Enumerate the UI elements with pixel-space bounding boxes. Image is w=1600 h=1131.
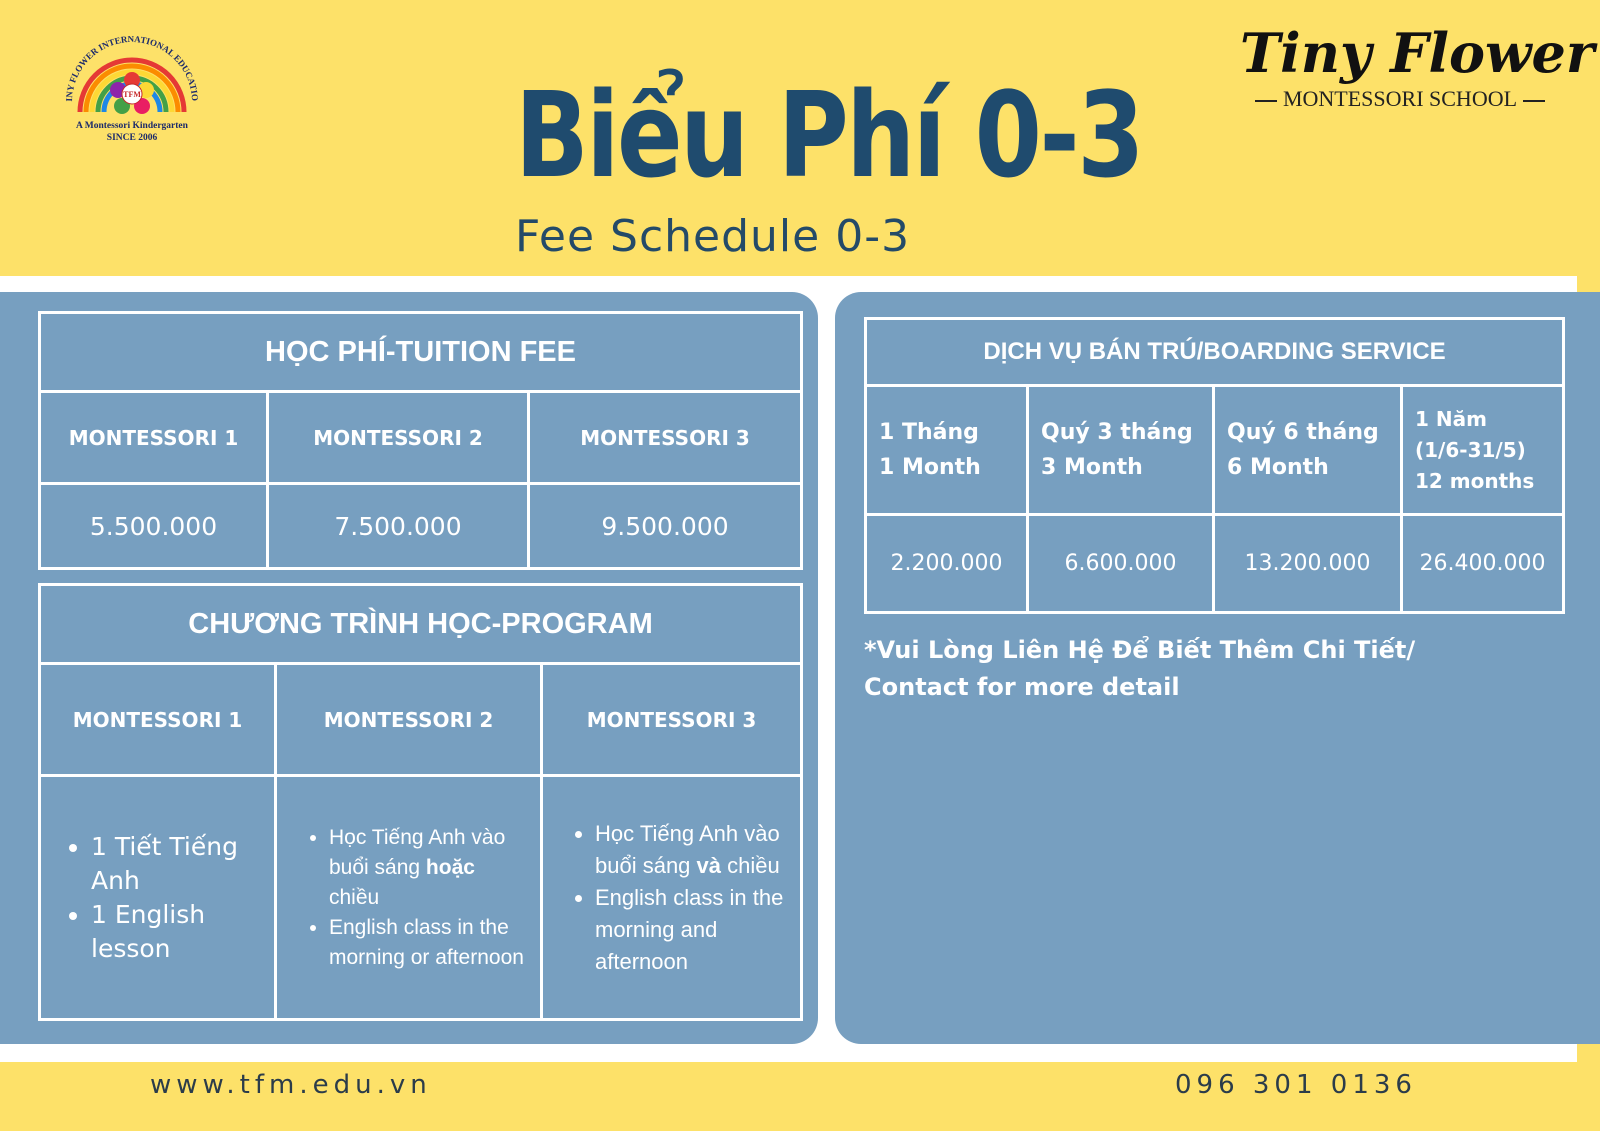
program-cell-m2 (276, 776, 542, 1020)
logo-line2: SINCE 2006 (106, 133, 158, 143)
brand-sub (1240, 86, 1560, 112)
boarding-col-3-month: Quý 3 tháng 3 Month (1028, 386, 1214, 515)
website-link[interactable]: www.tfm.edu.vn (150, 1070, 432, 1100)
boarding-fee-1-month: 2.200.000 (866, 515, 1028, 613)
phone-number[interactable]: 096 301 0136 (1175, 1070, 1417, 1100)
program-m2-bullet: • English class in the morning or afternoon (329, 913, 530, 973)
program-table (38, 583, 803, 1021)
boarding-fee-6-month: 13.200.000 (1214, 515, 1402, 613)
brand-sub-text: MONTESSORI SCHOOL (1282, 86, 1518, 111)
boarding-col-1-month: 1 Tháng 1 Month (866, 386, 1028, 515)
program-col-m1: MONTESSORI 1 (40, 664, 276, 776)
boarding-col-6-month: Quý 6 tháng 6 Month (1214, 386, 1402, 515)
program-cell-m3 (542, 776, 802, 1020)
logo-arc-text: INY FLOWER INTERNATIONAL EDUCATIO (63, 33, 201, 102)
tuition-fee-m3: 9.500.000 (529, 484, 802, 569)
brand-logo (1240, 21, 1595, 112)
program-m2-bullet: • Học Tiếng Anh vào buổi sáng hoặc chiều (329, 823, 530, 913)
program-m3-bullet: • English class in the morning and afternoon (595, 882, 790, 978)
tuition-title: HỌC PHÍ-TUITION FEE (40, 313, 802, 392)
program-m3-bullet: • Học Tiếng Anh vào buổi sáng và chiều (595, 818, 790, 882)
program-m1-bullet: • 1 English lesson (91, 898, 274, 966)
tuition-col-m2: MONTESSORI 2 (268, 392, 529, 484)
program-m1-bullet: • 1 Tiết Tiếng Anh (91, 830, 274, 898)
brand-name: Tiny Flower (1240, 21, 1595, 85)
page-subtitle: Fee Schedule 0-3 (515, 211, 911, 262)
tuition-fee-m2: 7.500.000 (268, 484, 529, 569)
boarding-table (864, 317, 1565, 614)
tuition-col-m1: MONTESSORI 1 (40, 392, 268, 484)
program-title: CHƯƠNG TRÌNH HỌC-PROGRAM (40, 585, 802, 664)
program-col-m3: MONTESSORI 3 (542, 664, 802, 776)
tuition-fee-m1: 5.500.000 (40, 484, 268, 569)
boarding-col-12-month: 1 Năm (1/6-31/5) 12 months (1402, 386, 1564, 515)
tfm-logo (58, 32, 206, 152)
tuition-col-m3: MONTESSORI 3 (529, 392, 802, 484)
page-title: Biểu Phí 0-3 (515, 66, 1143, 204)
boarding-title: DỊCH VỤ BÁN TRÚ/BOARDING SERVICE (866, 319, 1564, 386)
tuition-table (38, 311, 803, 570)
logo-badge: TFM (123, 90, 141, 99)
boarding-fee-12-month: 26.400.000 (1402, 515, 1564, 613)
logo-line1: A Montessori Kindergarten (76, 121, 188, 131)
boarding-fee-3-month: 6.600.000 (1028, 515, 1214, 613)
program-cell-m1 (40, 776, 276, 1020)
contact-note: *Vui Lòng Liên Hệ Để Biết Thêm Chi Tiết/ Contact for more detail (864, 636, 1416, 701)
program-col-m2: MONTESSORI 2 (276, 664, 542, 776)
